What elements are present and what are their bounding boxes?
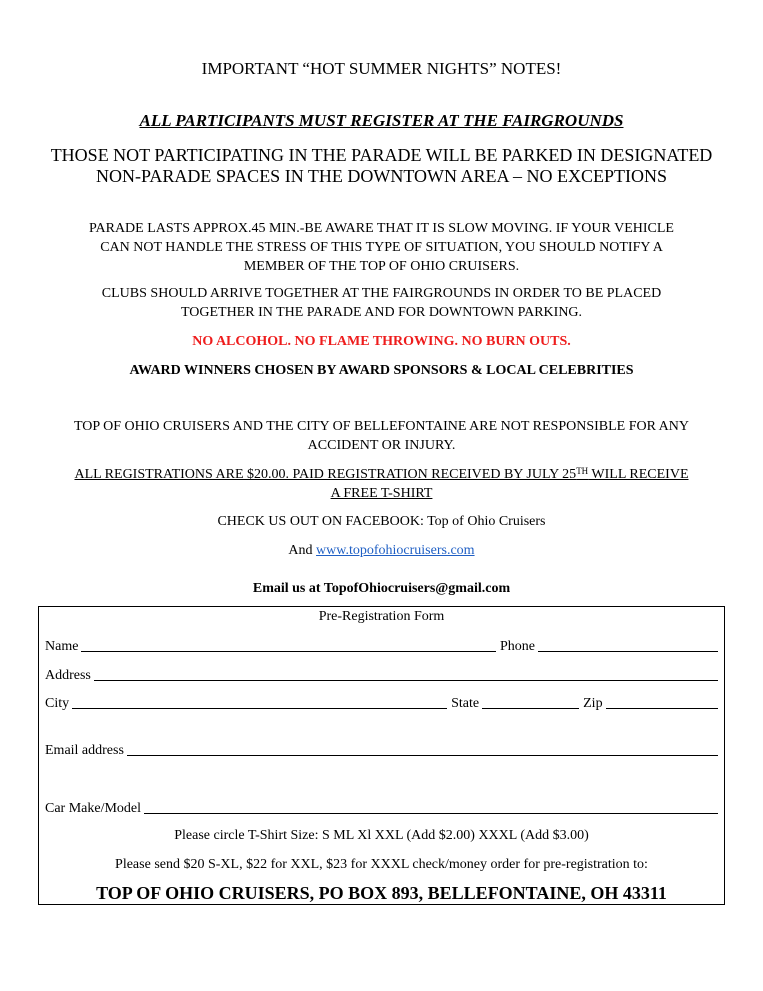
city-state-zip-row	[45, 695, 718, 712]
name-field[interactable]	[81, 638, 496, 652]
car-field[interactable]	[144, 800, 718, 814]
clubs-line-2: TOGETHER IN THE PARADE AND FOR DOWNTOWN PARKING.	[180, 305, 583, 320]
email-field[interactable]	[127, 742, 718, 756]
email-notice: Email us at TopofOhiocruisers@gmail.com	[252, 581, 511, 596]
phone-field[interactable]	[538, 638, 718, 652]
awards-notice: AWARD WINNERS CHOSEN BY AWARD SPONSORS & LOCAL CELEBRITIES	[129, 363, 634, 378]
facebook-notice: CHECK US OUT ON FACEBOOK: Top of Ohio Cruisers	[217, 514, 546, 529]
name-label: Name	[45, 639, 79, 654]
tshirt-size-line: Please circle T-Shirt Size: S ML Xl XXL (Add $2.00) XXXL (Add $3.00)	[174, 828, 589, 843]
parade-notice	[0, 219, 763, 276]
liability-line-1: TOP OF OHIO CRUISERS AND THE CITY OF BELLEFONTAINE ARE NOT RESPONSIBLE FOR ANY	[73, 419, 690, 434]
clubs-line-1: CLUBS SHOULD ARRIVE TOGETHER AT THE FAIRGROUNDS IN ORDER TO BE PLACED	[101, 286, 662, 301]
payment-instructions: Please send $20 S-XL, $22 for XXL, $23 for XXXL check/money order for pre-registration to:	[115, 857, 648, 872]
zip-label: Zip	[583, 696, 603, 711]
car-row	[45, 800, 718, 817]
address-label: Address	[45, 668, 91, 683]
car-label: Car Make/Model	[45, 801, 142, 816]
city-label: City	[45, 696, 70, 711]
notes-heading: IMPORTANT “HOT SUMMER NIGHTS” NOTES!	[201, 59, 562, 78]
parking-notice	[0, 145, 763, 187]
address-row	[45, 667, 718, 684]
name-phone-row	[45, 638, 718, 655]
parade-line-2: CAN NOT HANDLE THE STRESS OF THIS TYPE OF SITUATION, YOU SHOULD NOTIFY A	[100, 240, 663, 255]
rules-notice: NO ALCOHOL. NO FLAME THROWING. NO BURN OUTS.	[192, 334, 571, 349]
address-field[interactable]	[94, 667, 718, 681]
pre-registration-form	[38, 606, 725, 905]
clubs-notice	[0, 284, 763, 322]
fee-notice	[0, 465, 763, 503]
liability-notice	[0, 417, 763, 455]
parking-line-1: THOSE NOT PARTICIPATING IN THE PARADE WILL BE PARKED IN DESIGNATED	[50, 145, 713, 165]
email-row	[45, 742, 718, 759]
website-line: And www.topofohiocruisers.com	[288, 543, 475, 558]
state-field[interactable]	[482, 695, 579, 709]
website-link[interactable]: www.topofohiocruisers.com	[316, 543, 475, 558]
liability-line-2: ACCIDENT OR INJURY.	[307, 438, 456, 453]
state-label: State	[451, 696, 480, 711]
parade-line-3: MEMBER OF THE TOP OF OHIO CRUISERS.	[243, 259, 520, 274]
email-label: Email address	[45, 743, 124, 758]
form-title: Pre-Registration Form	[318, 609, 445, 624]
fee-line-1: ALL REGISTRATIONS ARE $20.00. PAID REGISTRATION RECEIVED BY JULY 25TH WILL RECEIVE	[74, 466, 689, 482]
zip-field[interactable]	[606, 695, 718, 709]
phone-label: Phone	[500, 639, 535, 654]
fee-superscript: TH	[576, 466, 589, 476]
parking-line-2: NON-PARADE SPACES IN THE DOWNTOWN AREA – NO EXCEPTIONS	[95, 166, 668, 186]
register-notice: ALL PARTICIPANTS MUST REGISTER AT THE FAIRGROUNDS	[139, 111, 624, 130]
city-field[interactable]	[72, 695, 447, 709]
parade-line-1: PARADE LASTS APPROX.45 MIN.-BE AWARE THAT IT IS SLOW MOVING. IF YOUR VEHICLE	[89, 221, 674, 236]
mailing-address: TOP OF OHIO CRUISERS, PO BOX 893, BELLEFONTAINE, OH 43311	[96, 883, 667, 903]
fee-line-2: A FREE T-SHIRT	[330, 486, 433, 501]
